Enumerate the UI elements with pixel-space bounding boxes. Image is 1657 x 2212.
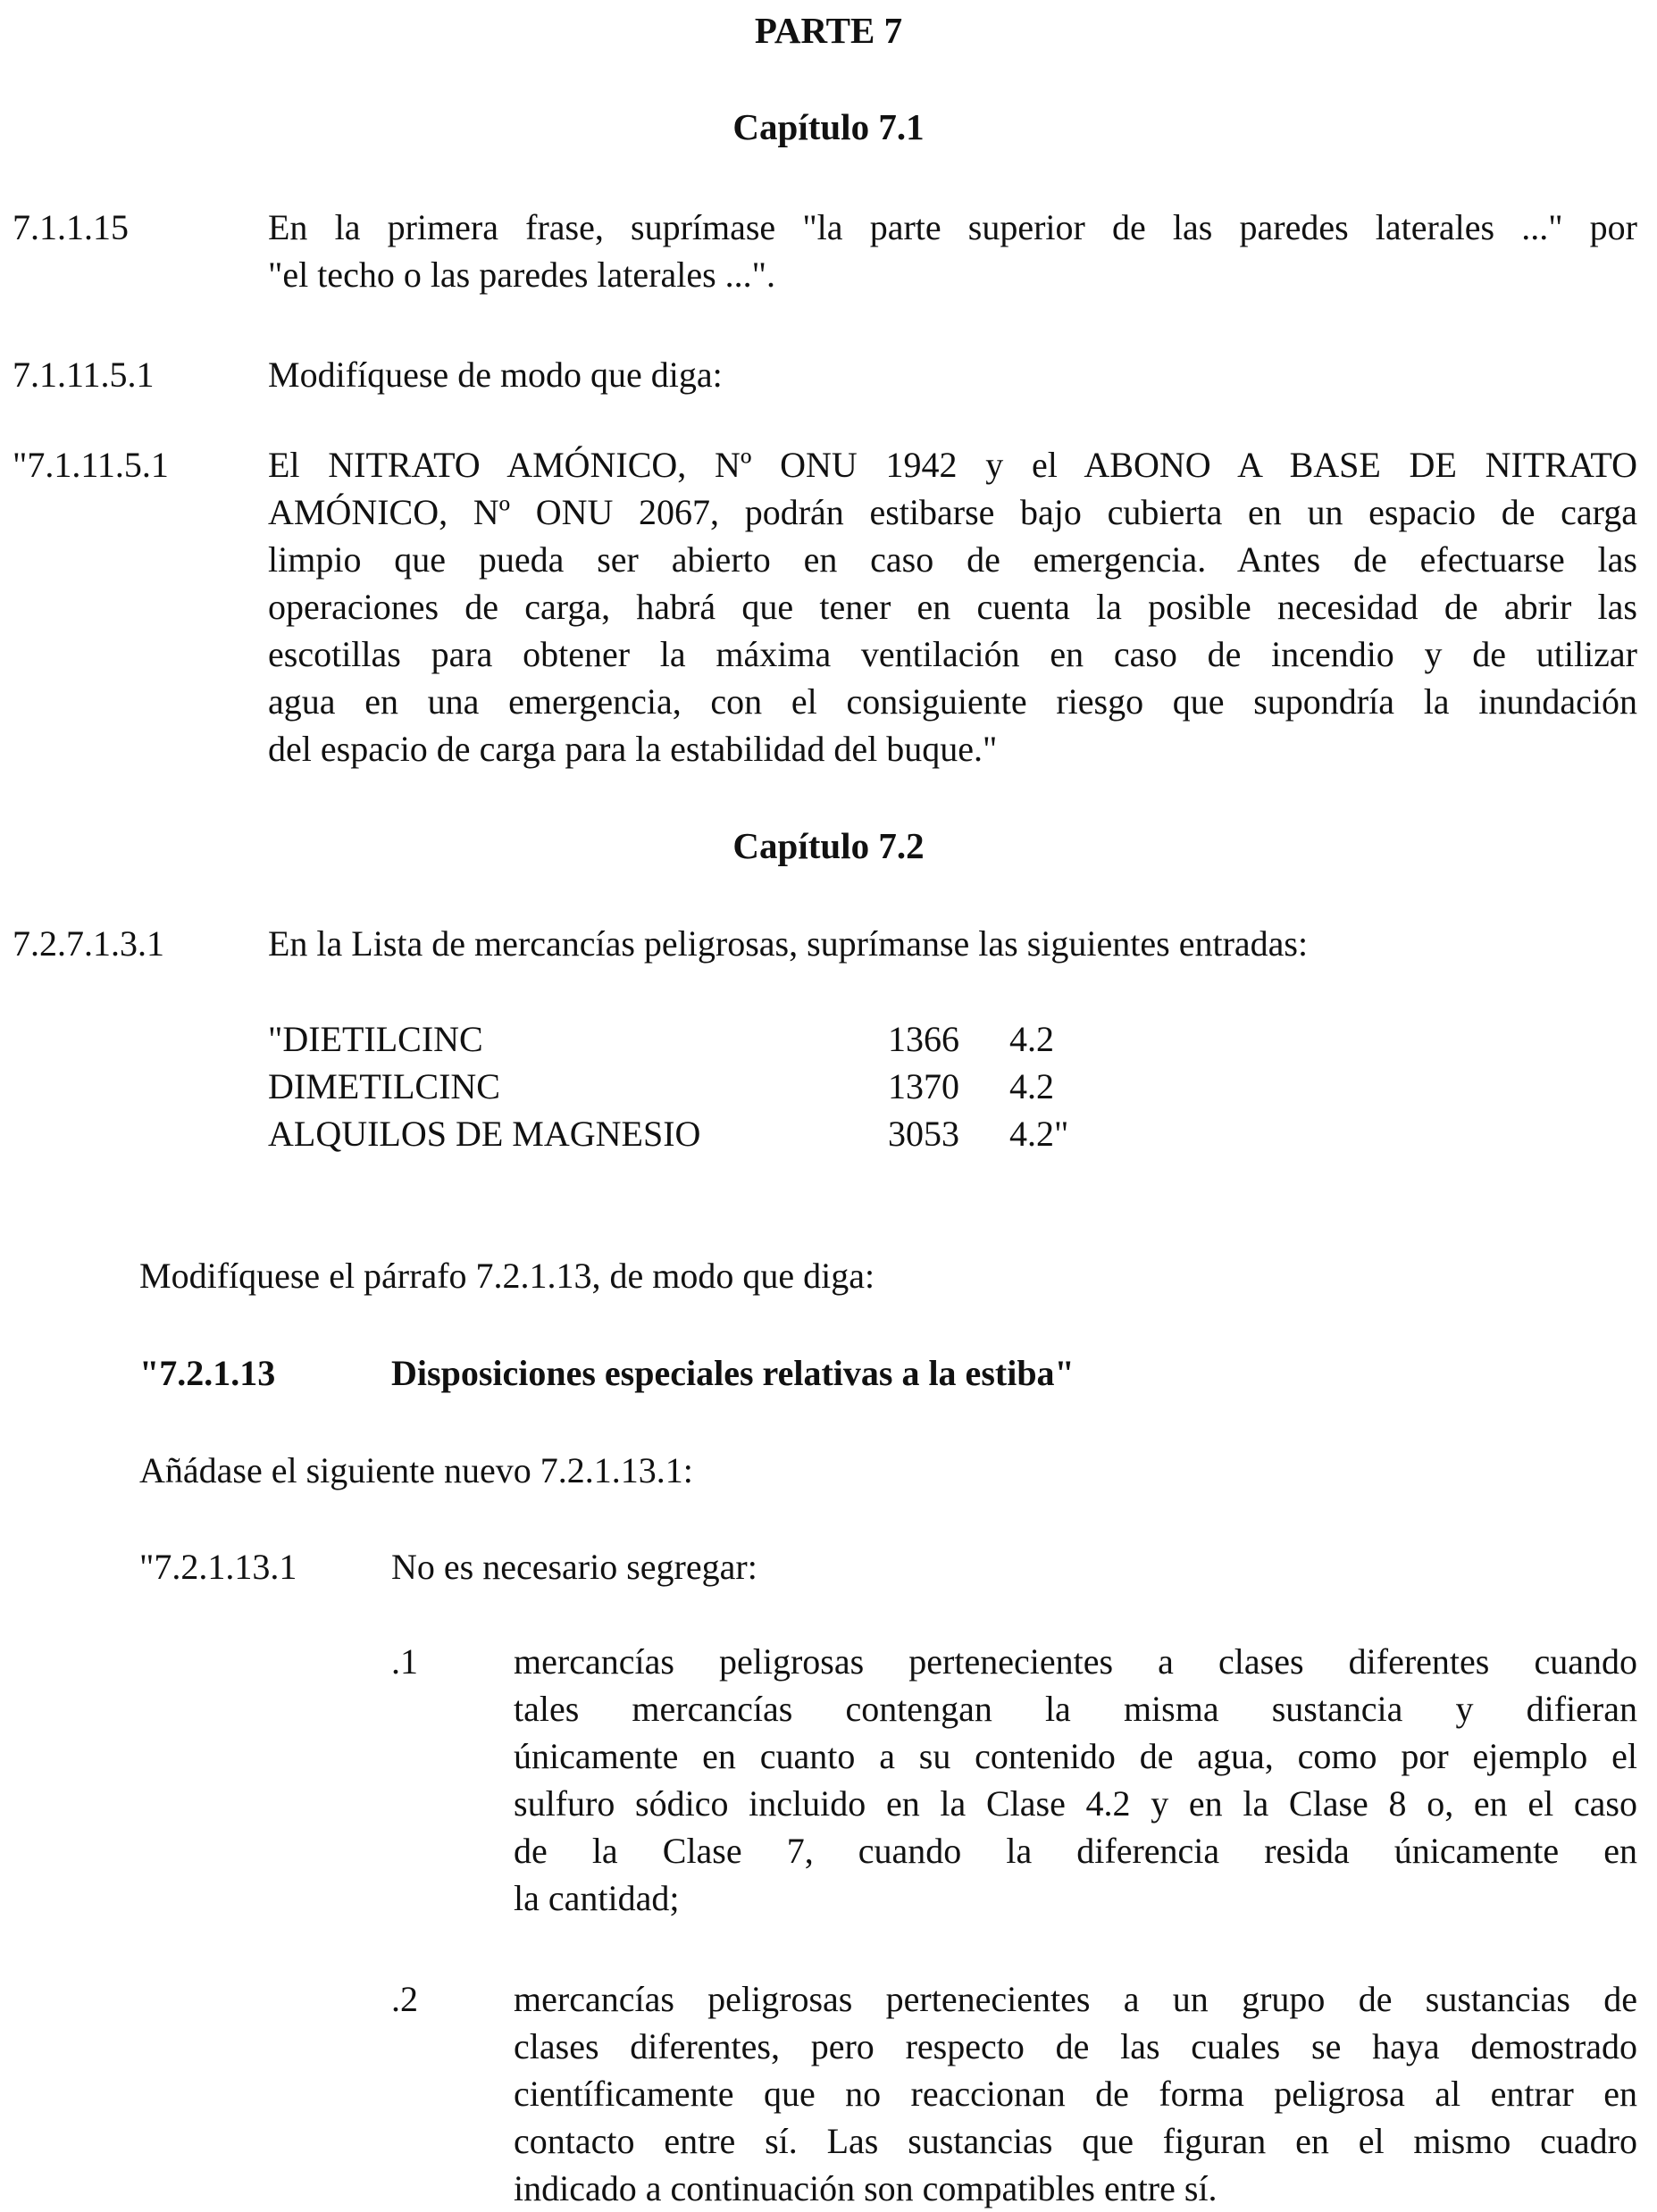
item-number-7-1-1-15: 7.1.1.15 [13, 207, 129, 247]
item-text-7-1-1-15 [268, 204, 1637, 298]
text-line: mercancías peligrosas pertenecientes a clases diferentes cuando [514, 1641, 1637, 1682]
item-text-7-2-1-13-1: No es necesario segregar: [391, 1547, 757, 1587]
text-line: del espacio de carga para la estabilidad del buque." [268, 729, 998, 769]
entry-class: 4.2 [1009, 1066, 1054, 1106]
text-line: científicamente que no reaccionan de forma peligrosa al entrar en [514, 2074, 1637, 2114]
item-text-quoted-7-1-11-5-1 [268, 441, 1637, 772]
text-line: la cantidad; [514, 1878, 680, 1918]
item-text-7-1-11-5-1: Modifíquese de modo que diga: [268, 355, 723, 395]
item-number-7-1-11-5-1: 7.1.11.5.1 [13, 355, 155, 395]
subitem-text [514, 1975, 1637, 2212]
entry-class: 4.2" [1009, 1114, 1069, 1154]
text-line: limpio que pueda ser abierto en caso de emergencia. Antes de efectuarse las [268, 539, 1637, 580]
item-number-7-2-1-13-1: "7.2.1.13.1 [139, 1547, 297, 1587]
text-line: El NITRATO AMÓNICO, Nº ONU 1942 y el ABONO A BASE DE NITRATO [268, 445, 1637, 485]
item-text-7-2-7-1-3-1: En la Lista de mercancías peligrosas, suprímanse las siguientes entradas: [268, 923, 1309, 964]
heading-number-7-2-1-13: "7.2.1.13 [139, 1353, 276, 1393]
item-number-7-2-7-1-3-1: 7.2.7.1.3.1 [13, 923, 164, 964]
text-line: En la primera frase, suprímase "la parte superior de las paredes laterales ..." por [268, 207, 1637, 247]
text-line: clases diferentes, pero respecto de las cuales se haya demostrado [514, 2026, 1637, 2066]
text-line: operaciones de carga, habrá que tener en cuenta la posible necesidad de abrir las [268, 587, 1637, 627]
text-line: indicado a continuación son compatibles entre sí. [514, 2168, 1218, 2208]
text-line: escotillas para obtener la máxima ventilación en caso de incendio y de utilizar [268, 634, 1637, 674]
entry-class: 4.2 [1009, 1019, 1054, 1059]
add-paragraph-text: Añádase el siguiente nuevo 7.2.1.13.1: [139, 1450, 693, 1490]
subitem-text [514, 1638, 1637, 1922]
text-line: de la Clase 7, cuando la diferencia resida únicamente en [514, 1831, 1637, 1871]
subitem-number: .1 [391, 1641, 418, 1682]
text-line: tales mercancías contengan la misma sustancia y difieran [514, 1689, 1637, 1729]
text-line: agua en una emergencia, con el consiguiente riesgo que supondría la inundación [268, 681, 1637, 722]
entry-un-number: 3053 [888, 1114, 959, 1154]
text-line: sulfuro sódico incluido en la Clase 4.2 y en la Clase 8 o, en el caso [514, 1783, 1637, 1824]
text-line: únicamente en cuanto a su contenido de agua, como por ejemplo el [514, 1736, 1637, 1776]
entry-un-number: 1370 [888, 1066, 959, 1106]
entry-un-number: 1366 [888, 1019, 959, 1059]
text-line: AMÓNICO, Nº ONU 2067, podrán estibarse bajo cubierta en un espacio de carga [268, 492, 1637, 532]
item-number-quoted-7-1-11-5-1: "7.1.11.5.1 [13, 445, 169, 485]
chapter-7-1-title: Capítulo 7.1 [732, 106, 925, 147]
entry-name: DIMETILCINC [268, 1066, 500, 1106]
text-line: contacto entre sí. Las sustancias que figuran en el mismo cuadro [514, 2121, 1637, 2161]
text-line: mercancías peligrosas pertenecientes a un grupo de sustancias de [514, 1979, 1637, 2019]
subitem-number: .2 [391, 1979, 418, 2019]
entry-name: ALQUILOS DE MAGNESIO [268, 1114, 701, 1154]
chapter-7-2-title: Capítulo 7.2 [732, 825, 925, 866]
heading-title-7-2-1-13: Disposiciones especiales relativas a la estiba" [391, 1353, 1075, 1393]
part-title: PARTE 7 [754, 10, 903, 51]
entry-name: "DIETILCINC [268, 1019, 483, 1059]
text-line: "el techo o las paredes laterales ...". [268, 255, 775, 295]
modify-paragraph-text: Modifíquese el párrafo 7.2.1.13, de modo que diga: [139, 1256, 875, 1296]
